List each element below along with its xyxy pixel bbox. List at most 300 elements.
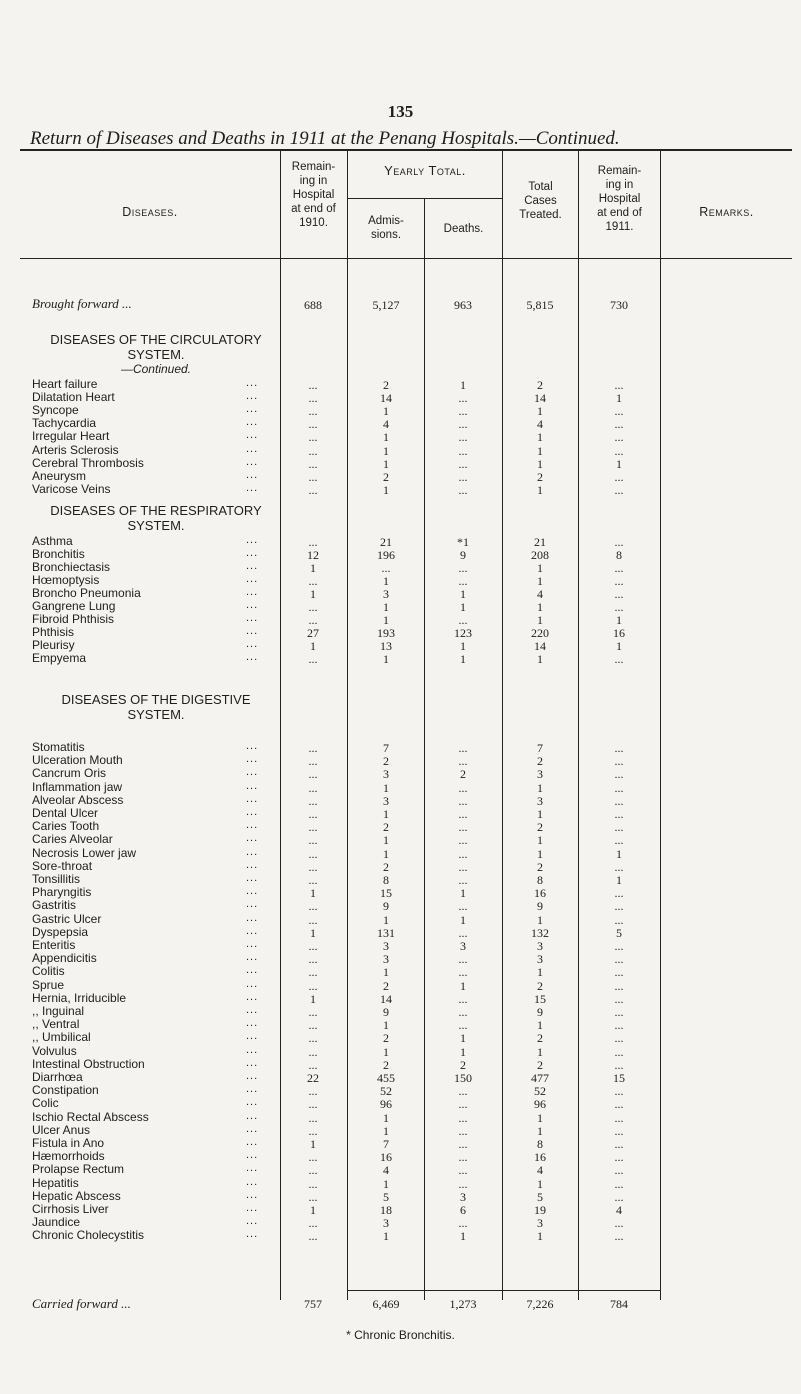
row-remaining-1911: ... — [614, 952, 624, 966]
row-remaining-1911: ... — [614, 913, 624, 927]
leader-dots: ... — [246, 1136, 259, 1148]
carried-forward-admissions: 6,469 — [372, 1297, 400, 1311]
row-label: Dyspepsia — [32, 925, 89, 939]
row-label: Heart failure — [32, 377, 98, 391]
row-remaining-1910: ... — [308, 833, 318, 847]
row-remaining-1911: ... — [614, 1177, 624, 1191]
row-remaining-1910: ... — [308, 1177, 318, 1191]
row-admissions: 4 — [383, 1163, 389, 1177]
row-label: Cirrhosis Liver — [32, 1202, 109, 1216]
column-rule-4 — [502, 150, 503, 1300]
row-deaths: ... — [458, 483, 468, 497]
row-admissions: 1 — [383, 404, 389, 418]
row-total-cases: 2 — [537, 1031, 543, 1045]
row-remaining-1911: ... — [614, 430, 624, 444]
row-total-cases: 1 — [537, 833, 543, 847]
row-admissions: 3 — [383, 794, 389, 808]
row-deaths: ... — [458, 781, 468, 795]
row-total-cases: 477 — [531, 1071, 549, 1085]
row-deaths: ... — [458, 1005, 468, 1019]
page-number: 135 — [387, 102, 414, 121]
row-remaining-1910: ... — [308, 378, 318, 392]
row-deaths: ... — [458, 952, 468, 966]
row-label: Asthma — [32, 534, 73, 548]
row-remaining-1910: 1 — [310, 561, 316, 575]
row-label: Sore-throat — [32, 859, 93, 873]
row-remaining-1911: ... — [614, 587, 624, 601]
section-title: DISEASES OF THE DIGESTIVE SYSTEM. — [61, 692, 251, 722]
row-total-cases: 1 — [537, 652, 543, 666]
row-deaths: ... — [458, 1111, 468, 1125]
row-deaths: ... — [458, 561, 468, 575]
row-total-cases: 5 — [537, 1190, 543, 1204]
row-deaths: 1 — [460, 600, 466, 614]
leader-dots: ... — [246, 938, 259, 950]
row-remaining-1910: ... — [308, 457, 318, 471]
row-label: Volvulus — [32, 1044, 77, 1058]
row-remaining-1910: ... — [308, 600, 318, 614]
row-deaths: ... — [458, 457, 468, 471]
row-remaining-1911: ... — [614, 1005, 624, 1019]
row-total-cases: 2 — [537, 754, 543, 768]
row-remaining-1910: ... — [308, 807, 318, 821]
row-label: Colitis — [32, 964, 65, 978]
brought-forward-remaining-1911: 730 — [610, 298, 628, 312]
row-remaining-1911: ... — [614, 652, 624, 666]
row-deaths: 1 — [460, 639, 466, 653]
row-remaining-1910: ... — [308, 899, 318, 913]
row-remaining-1910: ... — [308, 1216, 318, 1230]
row-remaining-1911: ... — [614, 1097, 624, 1111]
row-admissions: 9 — [383, 899, 389, 913]
leader-dots: ... — [246, 1070, 259, 1082]
total-rule — [348, 1290, 660, 1291]
row-remaining-1910: ... — [308, 1005, 318, 1019]
row-remaining-1911: 1 — [616, 391, 622, 405]
row-remaining-1910: ... — [308, 1058, 318, 1072]
row-remaining-1910: ... — [308, 873, 318, 887]
row-label: Caries Tooth — [32, 819, 100, 833]
row-label: Syncope — [32, 403, 79, 417]
row-total-cases: 4 — [537, 417, 543, 431]
row-deaths: 6 — [460, 1203, 466, 1217]
row-deaths: 1 — [460, 913, 466, 927]
row-label: Alveolar Abscess — [32, 793, 124, 807]
row-total-cases: 1 — [537, 1124, 543, 1138]
leader-dots: ... — [246, 1189, 259, 1201]
leader-dots: ... — [246, 1176, 259, 1188]
row-remaining-1910: ... — [308, 391, 318, 405]
row-label: ,, Umbilical — [32, 1030, 91, 1044]
row-label: Tachycardia — [32, 416, 97, 430]
row-deaths: 1 — [460, 886, 466, 900]
row-remaining-1911: ... — [614, 1163, 624, 1177]
leader-dots: ... — [246, 766, 259, 778]
row-deaths: ... — [458, 926, 468, 940]
row-label: Appendicitis — [32, 951, 97, 965]
brought-forward-total-cases: 5,815 — [526, 298, 554, 312]
leader-dots: ... — [246, 832, 259, 844]
row-deaths: ... — [458, 741, 468, 755]
row-remaining-1910: ... — [308, 913, 318, 927]
row-remaining-1911: ... — [614, 1084, 624, 1098]
row-remaining-1911: 5 — [616, 926, 622, 940]
row-total-cases: 2 — [537, 820, 543, 834]
header-remarks: Remarks. — [699, 205, 754, 219]
row-deaths: ... — [458, 417, 468, 431]
row-remaining-1910: ... — [308, 860, 318, 874]
row-remaining-1910: ... — [308, 1045, 318, 1059]
leader-dots: ... — [246, 429, 259, 441]
section-title: DISEASES OF THE CIRCULATORY SYSTEM. — [50, 332, 262, 362]
leader-dots: ... — [246, 951, 259, 963]
row-deaths: 1 — [460, 652, 466, 666]
row-admissions: 9 — [383, 1005, 389, 1019]
row-remaining-1911: 1 — [616, 457, 622, 471]
row-label: Bronchitis — [32, 547, 85, 561]
row-total-cases: 1 — [537, 1045, 543, 1059]
row-remaining-1911: ... — [614, 444, 624, 458]
row-admissions: 1 — [383, 833, 389, 847]
leader-dots: ... — [246, 740, 259, 752]
row-remaining-1910: ... — [308, 1084, 318, 1098]
row-total-cases: 16 — [534, 1150, 546, 1164]
row-admissions: 1 — [383, 483, 389, 497]
row-total-cases: 9 — [537, 1005, 543, 1019]
row-label: Ischio Rectal Abscess — [32, 1110, 149, 1124]
row-admissions: 1 — [383, 1124, 389, 1138]
row-admissions: 1 — [383, 913, 389, 927]
leader-dots: ... — [246, 978, 259, 990]
row-remaining-1910: ... — [308, 613, 318, 627]
row-remaining-1911: ... — [614, 754, 624, 768]
column-rule-3 — [424, 198, 425, 1300]
leader-dots: ... — [246, 898, 259, 910]
row-label: Stomatitis — [32, 740, 85, 754]
row-remaining-1910: ... — [308, 847, 318, 861]
row-label: Chronic Cholecystitis — [32, 1228, 145, 1242]
row-remaining-1910: ... — [308, 1163, 318, 1177]
row-total-cases: 3 — [537, 1216, 543, 1230]
leader-dots: ... — [246, 586, 259, 598]
row-label: Colic — [32, 1096, 59, 1110]
row-remaining-1910: 1 — [310, 926, 316, 940]
row-total-cases: 4 — [537, 587, 543, 601]
row-admissions: 1 — [383, 430, 389, 444]
leader-dots: ... — [246, 599, 259, 611]
row-total-cases: 19 — [534, 1203, 546, 1217]
row-label: Hepatic Abscess — [32, 1189, 121, 1203]
section-continued: —Continued. — [120, 362, 192, 376]
leader-dots: ... — [246, 872, 259, 884]
row-remaining-1910: ... — [308, 979, 318, 993]
row-deaths: ... — [458, 860, 468, 874]
leader-dots: ... — [246, 377, 259, 389]
row-deaths: ... — [458, 1124, 468, 1138]
row-remaining-1910: 1 — [310, 1137, 316, 1151]
row-deaths: 9 — [460, 548, 466, 562]
row-deaths: ... — [458, 613, 468, 627]
row-remaining-1910: ... — [308, 781, 318, 795]
row-remaining-1910: 12 — [307, 548, 319, 562]
row-total-cases: 132 — [531, 926, 549, 940]
header-diseases: Diseases. — [122, 205, 178, 219]
leader-dots: ... — [246, 612, 259, 624]
row-remaining-1911: 1 — [616, 847, 622, 861]
section-title: DISEASES OF THE RESPIRATORY SYSTEM. — [50, 503, 262, 533]
row-label: Intestinal Obstruction — [32, 1057, 145, 1071]
row-admissions: 7 — [383, 1137, 389, 1151]
row-admissions: 131 — [377, 926, 395, 940]
footnote: * Chronic Bronchitis. — [346, 1328, 455, 1342]
row-remaining-1910: ... — [308, 417, 318, 431]
brought-forward-label: Brought forward ... — [32, 296, 132, 311]
header-bottom-rule — [20, 258, 792, 259]
row-total-cases: 21 — [534, 535, 546, 549]
row-remaining-1910: ... — [308, 939, 318, 953]
row-total-cases: 1 — [537, 781, 543, 795]
row-deaths: 3 — [460, 1190, 466, 1204]
row-deaths: ... — [458, 430, 468, 444]
row-remaining-1910: 1 — [310, 886, 316, 900]
row-admissions: 1 — [383, 1045, 389, 1059]
row-remaining-1911: ... — [614, 1018, 624, 1032]
leader-dots: ... — [246, 1083, 259, 1095]
row-total-cases: 14 — [534, 391, 546, 405]
leader-dots: ... — [246, 925, 259, 937]
row-remaining-1911: ... — [614, 404, 624, 418]
row-remaining-1910: ... — [308, 535, 318, 549]
row-label: Caries Alveolar — [32, 832, 113, 846]
row-total-cases: 1 — [537, 444, 543, 458]
leader-dots: ... — [246, 780, 259, 792]
leader-dots: ... — [246, 456, 259, 468]
row-deaths: ... — [458, 444, 468, 458]
row-total-cases: 14 — [534, 639, 546, 653]
row-total-cases: 1 — [537, 430, 543, 444]
row-remaining-1911: ... — [614, 483, 624, 497]
row-remaining-1910: ... — [308, 430, 318, 444]
row-admissions: 3 — [383, 767, 389, 781]
row-admissions: 1 — [383, 807, 389, 821]
row-remaining-1910: ... — [308, 1124, 318, 1138]
row-total-cases: 2 — [537, 979, 543, 993]
row-label: Gastritis — [32, 898, 77, 912]
row-remaining-1910: ... — [308, 952, 318, 966]
row-remaining-1911: ... — [614, 965, 624, 979]
header-total-cases: Total Cases Treated. — [519, 181, 562, 221]
row-total-cases: 2 — [537, 1058, 543, 1072]
leader-dots: ... — [246, 1123, 259, 1135]
row-admissions: 3 — [383, 587, 389, 601]
row-remaining-1911: ... — [614, 794, 624, 808]
row-remaining-1911: ... — [614, 992, 624, 1006]
leader-dots: ... — [246, 403, 259, 415]
row-remaining-1910: 1 — [310, 1203, 316, 1217]
row-admissions: 1 — [383, 1111, 389, 1125]
row-admissions: 1 — [383, 1177, 389, 1191]
row-admissions: 1 — [383, 574, 389, 588]
row-label: Fibroid Phthisis — [32, 612, 115, 626]
row-remaining-1910: ... — [308, 767, 318, 781]
row-total-cases: 1 — [537, 965, 543, 979]
leader-dots: ... — [246, 469, 259, 481]
leader-dots: ... — [246, 819, 259, 831]
row-total-cases: 1 — [537, 404, 543, 418]
row-total-cases: 1 — [537, 483, 543, 497]
row-remaining-1910: ... — [308, 470, 318, 484]
brought-forward-remaining-1910: 688 — [304, 298, 322, 312]
row-remaining-1911: 1 — [616, 639, 622, 653]
row-label: Gastric Ulcer — [32, 912, 102, 926]
row-remaining-1911: ... — [614, 470, 624, 484]
row-total-cases: 1 — [537, 913, 543, 927]
row-total-cases: 2 — [537, 860, 543, 874]
row-remaining-1911: ... — [614, 781, 624, 795]
row-deaths: ... — [458, 873, 468, 887]
row-remaining-1910: 22 — [307, 1071, 319, 1085]
row-total-cases: 96 — [534, 1097, 546, 1111]
row-remaining-1911: ... — [614, 1150, 624, 1164]
row-admissions: 3 — [383, 1216, 389, 1230]
row-total-cases: 8 — [537, 873, 543, 887]
row-total-cases: 220 — [531, 626, 549, 640]
row-remaining-1910: ... — [308, 652, 318, 666]
row-remaining-1910: ... — [308, 1097, 318, 1111]
row-remaining-1911: ... — [614, 561, 624, 575]
row-admissions: 7 — [383, 741, 389, 755]
row-deaths: ... — [458, 992, 468, 1006]
row-deaths: 150 — [454, 1071, 472, 1085]
row-remaining-1910: ... — [308, 794, 318, 808]
row-label: Cancrum Oris — [32, 766, 107, 780]
leader-dots: ... — [246, 1096, 259, 1108]
row-admissions: 21 — [380, 535, 392, 549]
row-admissions: 1 — [383, 965, 389, 979]
row-remaining-1911: 15 — [613, 1071, 625, 1085]
row-total-cases: 16 — [534, 886, 546, 900]
row-label: Empyema — [32, 651, 87, 665]
top-rule — [20, 149, 792, 151]
row-remaining-1911: ... — [614, 886, 624, 900]
row-deaths: ... — [458, 965, 468, 979]
row-deaths: ... — [458, 1137, 468, 1151]
row-remaining-1911: ... — [614, 600, 624, 614]
row-remaining-1910: ... — [308, 965, 318, 979]
row-total-cases: 52 — [534, 1084, 546, 1098]
row-deaths: ... — [458, 391, 468, 405]
row-admissions: 15 — [380, 886, 392, 900]
row-deaths: ... — [458, 1018, 468, 1032]
row-remaining-1911: ... — [614, 1058, 624, 1072]
row-deaths: 1 — [460, 378, 466, 392]
column-rule-5 — [578, 150, 579, 1300]
row-total-cases: 1 — [537, 1111, 543, 1125]
header-yearly-total: Yearly Total. — [384, 163, 466, 178]
row-remaining-1911: ... — [614, 1045, 624, 1059]
leader-dots: ... — [246, 1044, 259, 1056]
row-label: ,, Inguinal — [32, 1004, 85, 1018]
leader-dots: ... — [246, 964, 259, 976]
row-deaths: 3 — [460, 939, 466, 953]
row-deaths: 1 — [460, 1045, 466, 1059]
row-remaining-1910: ... — [308, 741, 318, 755]
row-deaths: 123 — [454, 626, 472, 640]
carried-forward-label: Carried forward ... — [32, 1296, 131, 1311]
row-deaths: ... — [458, 574, 468, 588]
leader-dots: ... — [246, 793, 259, 805]
row-label: Bronchiectasis — [32, 560, 111, 574]
row-label: Prolapse Rectum — [32, 1162, 125, 1176]
row-label: Fistula in Ano — [32, 1136, 105, 1150]
row-admissions: 1 — [383, 457, 389, 471]
leader-dots: ... — [246, 806, 259, 818]
row-label: Varicose Veins — [32, 482, 111, 496]
row-remaining-1910: ... — [308, 820, 318, 834]
leader-dots: ... — [246, 885, 259, 897]
leader-dots: ... — [246, 1030, 259, 1042]
leader-dots: ... — [246, 547, 259, 559]
row-remaining-1911: ... — [614, 979, 624, 993]
row-label: Ulcer Anus — [32, 1123, 91, 1137]
row-total-cases: 4 — [537, 1163, 543, 1177]
row-admissions: ... — [381, 561, 391, 575]
row-total-cases: 2 — [537, 470, 543, 484]
row-remaining-1911: ... — [614, 1111, 624, 1125]
row-admissions: 193 — [377, 626, 395, 640]
leader-dots: ... — [246, 560, 259, 572]
row-total-cases: 3 — [537, 794, 543, 808]
row-total-cases: 1 — [537, 847, 543, 861]
row-deaths: ... — [458, 1150, 468, 1164]
column-rule-6 — [660, 150, 661, 1300]
row-remaining-1910: ... — [308, 1031, 318, 1045]
yearly-total-split-rule — [348, 198, 502, 199]
row-label: Necrosis Lower jaw — [32, 846, 137, 860]
carried-forward-remaining-1910: 757 — [304, 1297, 322, 1311]
row-total-cases: 1 — [537, 561, 543, 575]
row-remaining-1910: ... — [308, 1229, 318, 1243]
column-rule-1 — [280, 150, 281, 1300]
row-admissions: 16 — [380, 1150, 392, 1164]
page-title: Return of Diseases and Deaths in 1911 at the Penang Hospitals.—Continued. — [30, 128, 620, 149]
row-deaths: 1 — [460, 979, 466, 993]
leader-dots: ... — [246, 443, 259, 455]
row-remaining-1911: ... — [614, 820, 624, 834]
row-admissions: 2 — [383, 820, 389, 834]
leader-dots: ... — [246, 1162, 259, 1174]
row-deaths: ... — [458, 847, 468, 861]
row-label: Aneurysm — [32, 469, 87, 483]
row-admissions: 1 — [383, 600, 389, 614]
row-remaining-1911: ... — [614, 574, 624, 588]
row-remaining-1911: ... — [614, 767, 624, 781]
row-total-cases: 1 — [537, 807, 543, 821]
row-label: Hernia, Irriducible — [32, 991, 127, 1005]
row-label: Enteritis — [32, 938, 76, 952]
row-label: Diarrhœa — [32, 1070, 83, 1084]
row-admissions: 14 — [380, 992, 392, 1006]
row-remaining-1910: ... — [308, 483, 318, 497]
leader-dots: ... — [246, 846, 259, 858]
row-total-cases: 1 — [537, 1018, 543, 1032]
row-remaining-1911: ... — [614, 1229, 624, 1243]
row-admissions: 455 — [377, 1071, 395, 1085]
row-label: Hepatitis — [32, 1176, 79, 1190]
row-remaining-1910: ... — [308, 1018, 318, 1032]
row-label: Jaundice — [32, 1215, 81, 1229]
row-label: Gangrene Lung — [32, 599, 116, 613]
